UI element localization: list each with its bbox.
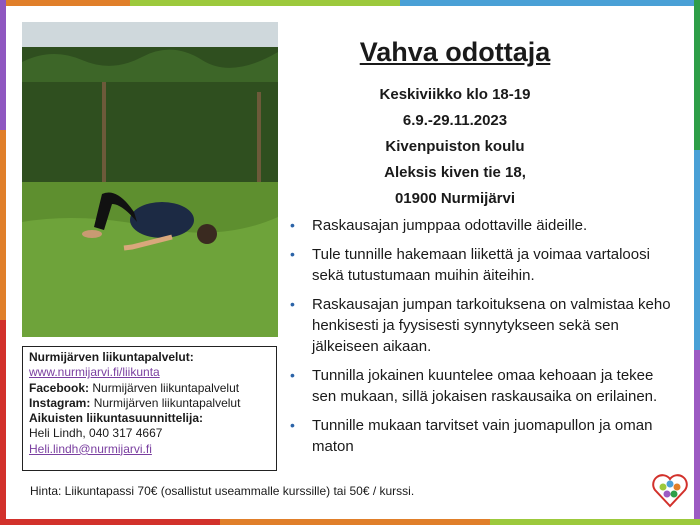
frame-top-green [130, 0, 400, 6]
list-item: • Raskausajan jumpan tarkoituksena on valmistaa keho henkisesti ja fyysisesti synnytykseen sekä sen jälkeiseen aikaan. [290, 296, 671, 355]
schedule-venue: Kivenpuiston koulu [385, 138, 525, 155]
email-link[interactable]: Heli.lindh@nurmijarvi.fi [29, 441, 152, 456]
contact-box [22, 346, 277, 471]
frame-top-blue [400, 0, 700, 6]
schedule-day-time: Keskiviikko klo 18-19 [379, 86, 531, 103]
description-list [288, 215, 673, 465]
bullet-icon: • [290, 246, 295, 262]
instagram-line: Instagram: Nurmijärven liikuntapalvelut [29, 395, 241, 410]
schedule-street: Aleksis kiven tie 18, [384, 164, 526, 181]
fence-post [102, 82, 106, 187]
frame-left-orange [0, 130, 6, 320]
price-text: Hinta: Liikuntapassi 70€ (osallistut useammalle kurssille) tai 50€ / kurssi. [30, 484, 415, 498]
list-item: • Tunnille mukaan tarvitset vain juomapullon ja oman maton [290, 417, 653, 455]
planner-name-phone: Heli Lindh, 040 317 4667 [29, 426, 163, 441]
schedule-postal: 01900 Nurmijärvi [394, 190, 516, 207]
bullet-icon: • [290, 367, 295, 383]
page-title: Vahva odottaja [359, 37, 551, 67]
frame-bottom-green [490, 519, 700, 525]
list-item: • Tule tunnille hakemaan liikettä ja voimaa vartaloosi sekä tutustumaan muihin äiteihin. [290, 246, 650, 284]
bullet-icon: • [290, 296, 295, 312]
exercise-photo [22, 22, 278, 337]
facebook-line: Facebook: Nurmijärven liikuntapalvelut [29, 380, 240, 395]
frame-bottom-orange [220, 519, 490, 525]
woman-head [197, 224, 217, 244]
nurmijarvi-heart-logo-icon [650, 470, 690, 510]
planner-heading: Aikuisten liikuntasuunnittelija: [29, 411, 204, 426]
frame-left-red [0, 320, 6, 525]
list-item: • Tunnilla jokainen kuuntelee omaa kehoaan ja tekee sen mukaan, sillä jokaisen raskausaika on erilainen. [290, 367, 658, 405]
frame-right-blue [694, 150, 700, 350]
contact-heading: Nurmijärven liikuntapalvelut: [29, 350, 194, 364]
woman-torso [130, 202, 194, 238]
website-link[interactable]: www.nurmijarvi.fi/liikunta [29, 365, 160, 380]
fence-post-2 [257, 92, 261, 187]
list-item: • Raskausajan jumppaa odottaville äideille. [290, 217, 588, 234]
frame-right-green [694, 0, 700, 150]
frame-left-purple [0, 0, 6, 130]
woman-feet [82, 230, 102, 238]
schedule-dates: 6.9.-29.11.2023 [402, 112, 508, 129]
frame-right-purple [694, 350, 700, 525]
bullet-icon: • [290, 417, 295, 433]
bullet-icon: • [290, 217, 295, 233]
title-block [290, 36, 620, 212]
frame-top-orange [0, 0, 130, 6]
frame-bottom-red [0, 519, 220, 525]
